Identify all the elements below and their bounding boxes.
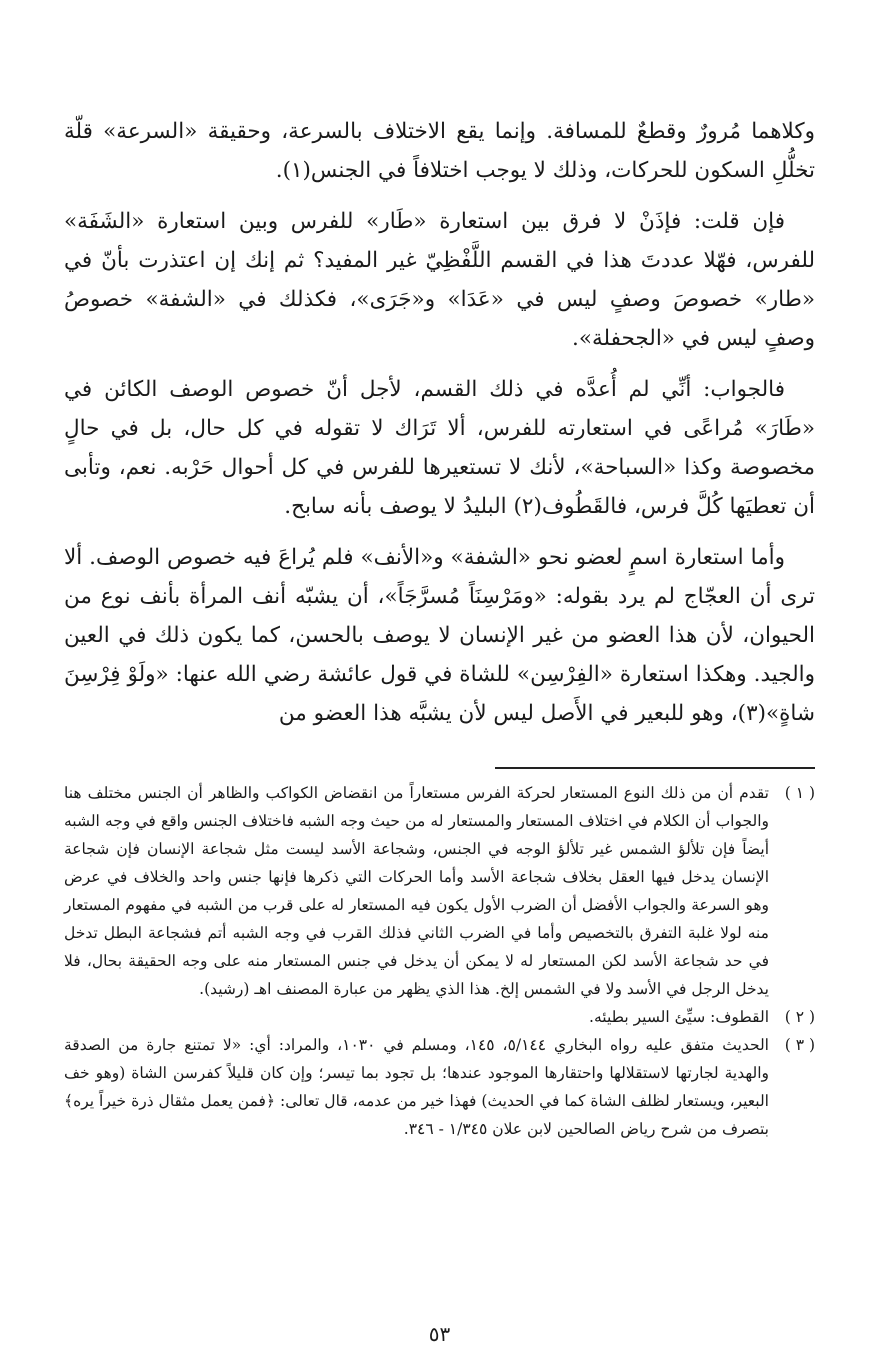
footnote-number: ( ١ ) [784, 784, 815, 802]
footnotes [64, 779, 815, 1143]
footnote-2 [64, 1003, 815, 1031]
paragraph-2: فإن قلت: فإذَنْ لا فرق بين استعارة «طَار» للفرس وبين استعارة «الشَفَة» للفرس، فهّلا عددتَ هذا في القسم اللَّفْظِيّ غير المفيد؟ ثم إنك إن اعتذرت بأنّ في «طار» خصوصَ وصفٍ ليس في «عَدَا» و«جَرَى»، فكذلك في «الشفة» خصوصُ وصفٍ ليس في «الجحفلة». [64, 209, 815, 351]
footnote-text: تقدم أن من ذلك النوع المستعار لحركة الفرس مستعاراً من انقضاض الكواكب والظاهر أن الجنس مختلف هنا والجواب أن الكلام في اختلاف المستعار والمستعار له من حيث وجه الشبه فاختلاف الجنس واقع في وجه الشبه أيضاً فإن تلألؤ الشمس غير تلألؤ الوجه في الجنس، وشجاعة الأسد ليست مثل شجاعة الإنسان فإن شجاعة الإنسان يدخل فيها العقل بخلاف شجاعة الأسد وأما الحركات التي ذكرها فإنها جنس واحد والخلاف في عرض وهو السرعة والجواب الأفضل أن الضرب الأول يكون فيه المستعار له على قرب من الشبه في مفهوم المستعار منه لولا غلبة التفرق بالتخصيص وأما في الضرب الثاني فذلك القرب في وجه الشبه أتم فشجاعة البطل تدخل في حد شجاعة الأسد لكن المستعار له لا يمكن أن يدخل في جنس المستعار منه على وجه الحقيقة بحال، فلا يدخل الرجل في الأسد ولا في الشمس إلخ. هذا الذي يظهر من عبارة المصنف اهـ (رشيد). [64, 784, 770, 998]
paragraph-3: فالجواب: أنِّي لم أُعدَّه في ذلك القسم، لأجل أنّ خصوص الوصف الكائن في «طَارَ» مُراعًى في استعارته للفرس، ألا تَرَاك لا تقوله في كل حال، بل في حالٍ مخصوصة وكذا «السباحة»، لأنك لا تستعيرها للفرس في كل أحوال حَرْبه. نعم، وتأبى أن تعطيَها كُلَّ فرس، فالقَطُوف(٢) البليدُ لا يوصف بأنه سابح. [64, 377, 815, 519]
footnote-3 [64, 1031, 815, 1143]
main-text [64, 112, 815, 733]
footnote-number: ( ٢ ) [784, 1008, 815, 1026]
footnote-separator [495, 767, 815, 769]
footnote-text: القطوف: سيِّئ السير بطيئه. [589, 1008, 769, 1026]
footnote-1 [64, 779, 815, 1003]
paragraph-4: وأما استعارة اسمٍ لعضو نحو «الشفة» و«الأنف» فلم يُراعَ فيه خصوص الوصف. ألا ترى أن العجّاج لم يرد بقوله: «ومَرْسِنَاً مُسرَّجَاً»، أن يشبّه أنف المرأة بأنف نوع من الحيوان، لأن هذا العضو من غير الإنسان لا يوصف بالحسن، كما يكون ذلك في العين والجيد. وهكذا استعارة «الفِرْسِن» للشاة في قول عائشة رضي الله عنها: «ولَوْ فِرْسِنَ شاةٍ»(٣)، وهو للبعير في الأَصل ليس لأن يشبَّه هذا العضو من [64, 545, 815, 726]
page-number: ٥٣ [428, 1322, 451, 1346]
footnote-text: الحديث متفق عليه رواه البخاري ٥/١٤٤، ١٤٥، ومسلم في ١٠٣٠، والمراد: أي: «لا تمتنع جارة من الصدقة والهدية لجارتها لاستقلالها واحتقارها الموجود عندها؛ بل تجود بما تيسر؛ وإن كان قليلاً كفرسن الشاة (وهو خف البعير، ويستعار لظلف الشاة كما في الحديث) فهذا خير من عدمه، قال تعالى: ﴿فمن يعمل مثقال ذرة خيراً يره﴾ بتصرف من شرح رياض الصالحين لابن علان ١/٣٤٥ - ٣٤٦. [64, 1036, 769, 1138]
paragraph-1: وكلاهما مُرورٌ وقطعٌ للمسافة. وإنما يقع الاختلاف بالسرعة، وحقيقة «السرعة» قلّة تخلُّلِ السكون للحركات، وذلك لا يوجب اختلافاً في الجنس(١). [64, 119, 815, 183]
footnote-number: ( ٣ ) [784, 1036, 815, 1054]
